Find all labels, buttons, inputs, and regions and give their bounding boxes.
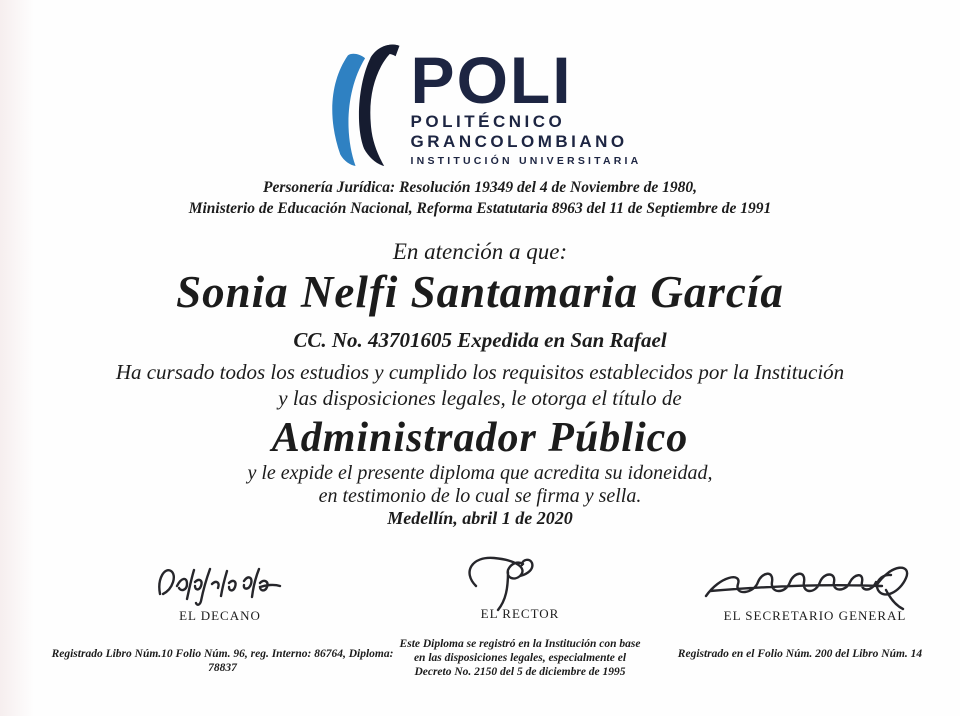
attention-line: En atención a que: <box>392 239 568 264</box>
logo-institution-line2: GRANCOLOMBIANO <box>410 132 628 152</box>
granted-line-2: y las disposiciones legales, le otorga el título de <box>278 386 682 410</box>
rector-label: EL RECTOR <box>480 606 560 621</box>
registry-center-line2: en las disposiciones legales, especialmente el <box>413 652 627 664</box>
granted-line-1: Ha cursado todos los estudios y cumplido los requisitos establecidos por la Institución <box>115 360 845 384</box>
issue-line-1: y le expide el presente diploma que acredita su idoneidad, <box>247 462 713 484</box>
logo-wordmark: POLI <box>410 43 573 117</box>
registry-center-line1: Este Diploma se registró en la Institución con base <box>399 638 641 650</box>
rector-signature <box>458 550 578 612</box>
id-line: CC. No. 43701605 Expedida en San Rafael <box>293 328 667 352</box>
logo <box>0 42 960 167</box>
decano-label: EL DECANO <box>179 608 261 623</box>
registry-left: Registrado Libro Núm.10 Folio Núm. 96, reg. Interno: 86764, Diploma: 78837 <box>51 648 394 674</box>
legal-line-2: Ministerio de Educación Nacional, Reforma Estatutaria 8963 del 11 de Septiembre de 1991 <box>188 200 772 217</box>
secretario-signature <box>700 556 920 612</box>
grantee-name: Sonia Nelfi Santamaria García <box>176 267 784 317</box>
registry-right: Registrado en el Folio Núm. 200 del Libro Núm. 14 <box>677 648 923 660</box>
registry-center <box>392 637 648 679</box>
logo-institution-line3: INSTITUCIÓN UNIVERSITARIA <box>410 155 642 168</box>
issue-line-2: en testimonio de lo cual se firma y sella. <box>318 485 642 507</box>
logo-institution-line1: POLITÉCNICO <box>410 111 566 131</box>
legal-line-1: Personería Jurídica: Resolución 19349 del 4 de Noviembre de 1980, <box>263 179 697 196</box>
decano-signature <box>150 558 290 608</box>
poli-flame-icon <box>319 42 415 166</box>
degree-title: Administrador Público <box>271 415 689 461</box>
secretario-label: EL SECRETARIO GENERAL <box>723 608 907 623</box>
registry-center-line3: Decreto No. 2150 del 5 de diciembre de 1995 <box>414 666 626 678</box>
date-place-line: Medellín, abril 1 de 2020 <box>387 508 573 528</box>
